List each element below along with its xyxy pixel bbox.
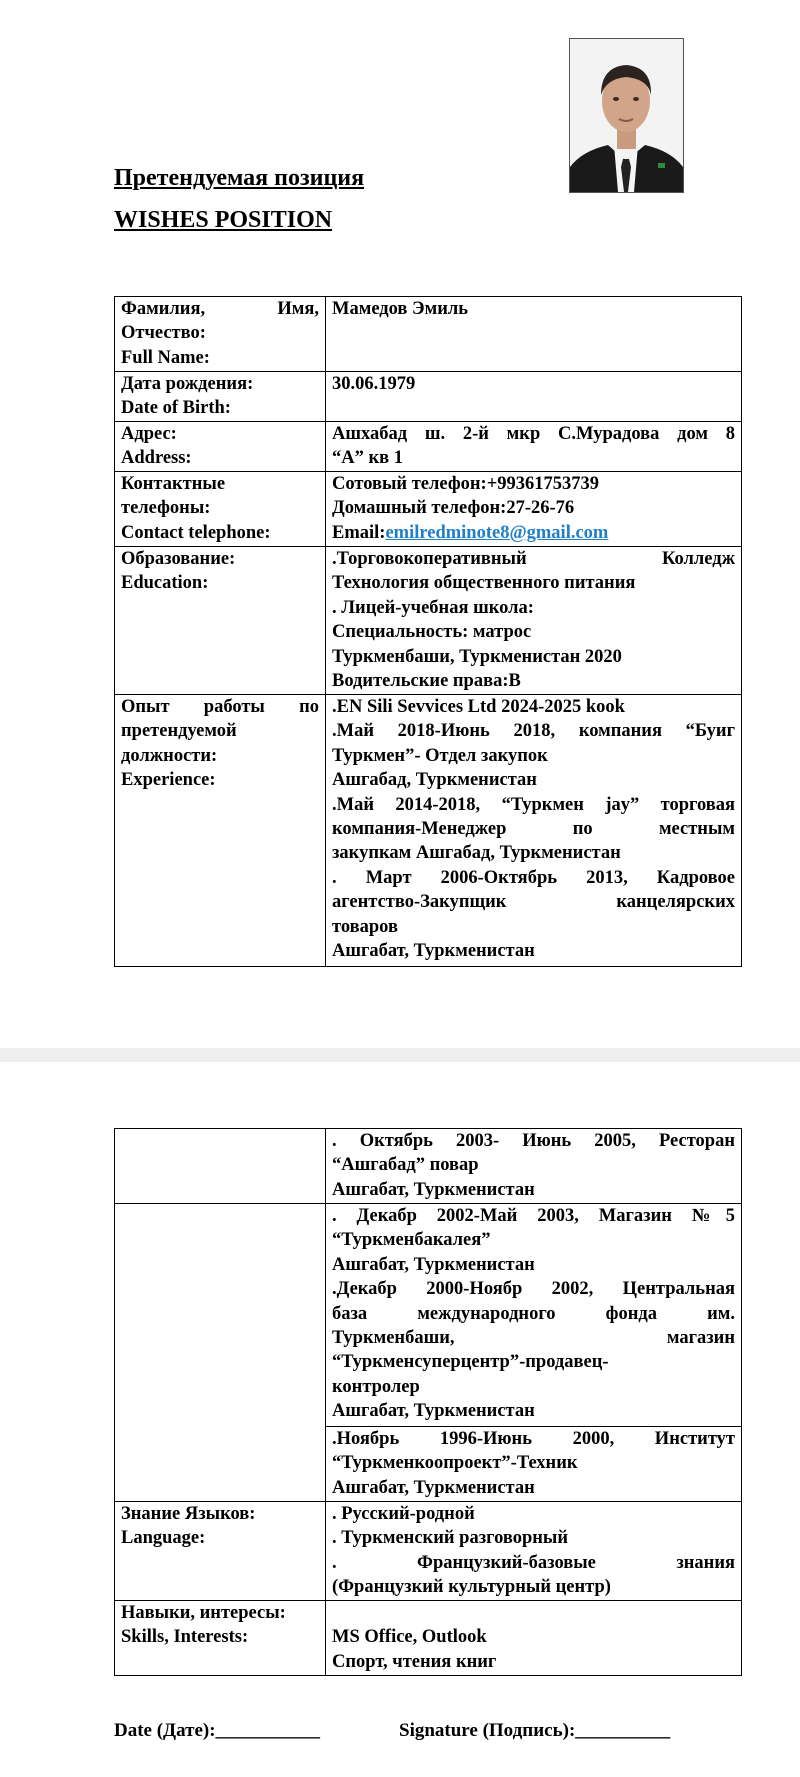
education-value: [326, 547, 742, 695]
experience-line: агентство-Закупщик канцелярских: [332, 892, 735, 913]
portrait-image: [570, 39, 683, 192]
skills-line: MS Office, Outlook: [332, 1627, 487, 1648]
experience-cont-value-1: [326, 1129, 742, 1204]
experience-cont-line: .Ноябрь 1996-Июнь 2000, Институт: [332, 1429, 735, 1449]
experience-line: закупкам Ашгабад, Туркменистан: [332, 843, 621, 864]
language-line: . Русский-родной: [332, 1504, 475, 1524]
experience-line: Ашгабат, Туркменистан: [332, 941, 535, 962]
row-experience-cont-2: [115, 1204, 742, 1427]
experience-cont-line: Ашгабат, Туркменистан: [332, 1254, 535, 1275]
address-line-2: “А” кв 1: [332, 448, 404, 469]
experience-cont-line: .Декабр 2000-Ноябр 2002, Центральная: [332, 1279, 735, 1300]
education-label: [115, 547, 326, 695]
experience-cont-line: . Декабр 2002-Май 2003, Магазин №5: [332, 1206, 735, 1226]
row-full-name: [115, 297, 742, 372]
skills-label: [115, 1601, 326, 1676]
row-date-of-birth: [115, 372, 742, 422]
resume-table-page-2: [114, 1128, 742, 1676]
dob-label-en: Date of Birth:: [121, 398, 231, 419]
wished-position-heading-ru: Претендуемая позиция: [114, 165, 365, 191]
row-languages: [115, 1502, 742, 1601]
education-line: Туркменбаши, Туркменистан 2020: [332, 646, 622, 667]
education-line: Водительские права:В: [332, 671, 521, 692]
full-name-label: [115, 297, 326, 372]
education-line: Технология общественного питания: [332, 573, 636, 594]
address-value: [326, 422, 742, 472]
language-line: . Французкий-базовые знания: [332, 1552, 735, 1573]
row-skills: [115, 1601, 742, 1676]
experience-cont-label-empty: [115, 1204, 326, 1502]
languages-label: [115, 1502, 326, 1601]
contacts-label: [115, 472, 326, 547]
experience-cont-line: Туркменбаши, магазин: [332, 1328, 735, 1349]
education-line: .Торговокоперативный Колледж: [332, 549, 735, 569]
signature-field: Signature (Подпись):__________: [399, 1720, 671, 1741]
experience-line: товаров: [332, 916, 398, 937]
resume-table-page-1: [114, 296, 742, 967]
education-label-ru: Образование:: [121, 549, 236, 569]
page-separator: [0, 1048, 800, 1062]
full-name-value: [326, 297, 742, 372]
home-phone: Домашный телефон:27-26-76: [332, 498, 575, 519]
address-label-en: Address:: [121, 448, 192, 469]
address-label-ru: Адрес:: [121, 424, 177, 444]
experience-line: Ашгабад, Туркменистан: [332, 770, 537, 791]
applicant-photo: [569, 38, 684, 193]
education-line: Специальность: матрос: [332, 622, 532, 643]
experience-cont-line: Ашгабат, Туркменистан: [332, 1401, 535, 1422]
experience-cont-value-2: [326, 1204, 742, 1427]
education-label-en: Education:: [121, 573, 209, 594]
experience-line: .Май 2018-Июнь 2018, компания “Буиг: [332, 721, 735, 742]
experience-cont-value-3: [326, 1427, 742, 1502]
experience-label-ru-3: должности:: [121, 745, 218, 766]
row-experience-cont-1: [115, 1129, 742, 1204]
full-name-label-ru-2: Имя,: [277, 299, 319, 319]
skills-value: [326, 1601, 742, 1676]
experience-cont-line: “Туркменбакалея”: [332, 1230, 491, 1251]
email-link[interactable]: emilredminote8@gmail.com: [385, 522, 609, 543]
row-contacts: [115, 472, 742, 547]
experience-label: [115, 695, 326, 967]
language-line: (Французкий культурный центр): [332, 1577, 611, 1598]
dob-value: [326, 372, 742, 422]
experience-cont-line: . Октябрь 2003- Июнь 2005, Ресторан: [332, 1131, 735, 1151]
experience-cont-line: база международного фонда им.: [332, 1303, 735, 1324]
experience-line: .EN Sili Sevvices Ltd 2024-2025 kook: [332, 697, 625, 717]
full-name-label-ru-1: Фамилия,: [121, 299, 206, 319]
experience-label-en: Experience:: [121, 770, 216, 791]
experience-cont-line: “Ашгабад” повар: [332, 1155, 479, 1176]
experience-cont-line: Ашгабат, Туркменистан: [332, 1477, 535, 1498]
skills-line: Спорт, чтения книг: [332, 1651, 497, 1672]
experience-cont-line: “Туркменсуперцентр”-продавец-: [332, 1352, 609, 1373]
email-label: Email:: [332, 522, 386, 543]
experience-value: [326, 695, 742, 967]
skills-label-ru: Навыки, интересы:: [121, 1603, 286, 1623]
experience-line: . Март 2006-Октябрь 2013, Кадровое: [332, 867, 735, 888]
languages-label-en: Language:: [121, 1528, 206, 1549]
skills-label-en: Skills, Interests:: [121, 1627, 249, 1648]
contacts-label-en: Contact telephone:: [121, 522, 271, 543]
wished-position-heading-en: WISHES POSITION: [114, 207, 333, 233]
dob-text: 30.06.1979: [332, 374, 416, 394]
date-field: Date (Дате):___________: [114, 1720, 321, 1741]
full-name-text: Мамедов Эмиль: [332, 299, 469, 319]
contacts-label-ru-2: телефоны:: [121, 498, 211, 519]
email-line: [332, 521, 735, 545]
experience-label-ru-1: Опыт работы по: [121, 697, 319, 717]
full-name-label-ru-3: Отчество:: [121, 323, 206, 344]
address-label: [115, 422, 326, 472]
experience-cont-label-empty: [115, 1129, 326, 1204]
experience-label-ru-2: претендуемой: [121, 721, 237, 742]
experience-cont-line: “Туркменкоопроект”-Техник: [332, 1453, 578, 1474]
dob-label-ru: Дата рождения:: [121, 374, 254, 394]
dob-label: [115, 372, 326, 422]
experience-cont-line: Ашгабат, Туркменистан: [332, 1179, 535, 1200]
contacts-label-ru-1: Контактные: [121, 474, 226, 494]
address-line-1: Ашхабад ш. 2-й мкр С.Мурадова дом 8: [332, 424, 735, 444]
skills-spacer: [332, 1601, 735, 1625]
experience-line: Туркмен”- Отдел закупок: [332, 745, 548, 766]
full-name-label-en: Full Name:: [121, 347, 210, 368]
contacts-value: [326, 472, 742, 547]
mobile-phone: Сотовый телефон:+99361753739: [332, 474, 599, 494]
row-education: [115, 547, 742, 695]
experience-cont-line: контролер: [332, 1376, 420, 1397]
languages-value: [326, 1502, 742, 1601]
languages-label-ru: Знание Языков:: [121, 1504, 256, 1524]
row-address: [115, 422, 742, 472]
language-line: . Туркменский разговорный: [332, 1528, 569, 1549]
experience-line: компания-Менеджер по местным: [332, 819, 735, 840]
education-line: . Лицей-учебная школа:: [332, 597, 534, 618]
experience-line: .Май 2014-2018, “Туркмен jay” торговая: [332, 794, 735, 815]
row-experience: [115, 695, 742, 967]
